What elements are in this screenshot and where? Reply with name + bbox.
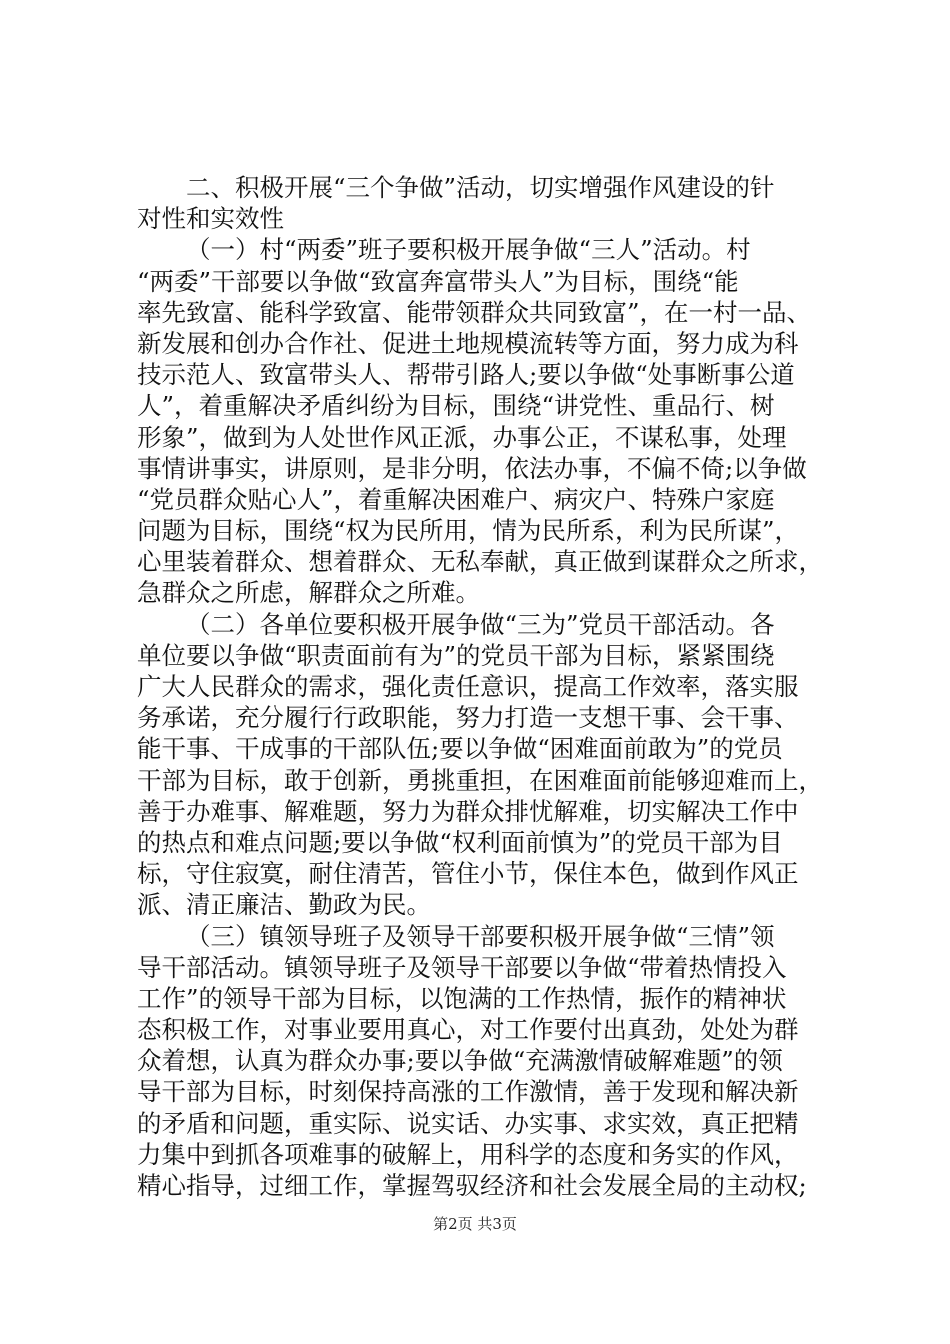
- document-line: 对性和实效性: [137, 204, 284, 234]
- document-line: “党员群众贴心人”，着重解决困难户、病灾户、特殊户家庭: [137, 484, 775, 514]
- document-line: 态积极工作，对事业要用真心，对工作要付出真劲，处处为群: [137, 1015, 799, 1045]
- document-line: 干部为目标，敢于创新，勇挑重担，在困难面前能够迎难而上，: [137, 765, 823, 795]
- document-line: 能干事、干成事的干部队伍;要以争做“困难面前敢为”的党员: [137, 734, 783, 764]
- document-line: 标，守住寂寞，耐住清苦，管住小节，保住本色，做到作风正: [137, 859, 799, 889]
- document-line: 众着想，认真为群众办事;要以争做“充满激情破解难题”的领: [137, 1046, 783, 1076]
- page-footer: 第2页 共3页: [433, 1215, 517, 1233]
- document-line: 形象”，做到为人处世作风正派，办事公正，不谋私事，处理: [137, 422, 787, 452]
- document-line: 的矛盾和问题，重实际、说实话、办实事、求实效，真正把精: [137, 1108, 799, 1138]
- document-line: 新发展和创办合作社、促进土地规模流转等方面，努力成为科: [137, 328, 799, 358]
- document-line: 导干部活动。镇领导班子及领导干部要以争做“带着热情投入: [137, 952, 787, 982]
- document-line: 技示范人、致富带头人、帮带引路人;要以争做“处事断事公道: [137, 360, 795, 390]
- document-line: （二）各单位要积极开展争做“三为”党员干部活动。各: [186, 609, 775, 639]
- document-line: （一）村“两委”班子要积极开展争做“三人”活动。村: [186, 235, 751, 265]
- document-line: 善于办难事、解难题，努力为群众排忧解难，切实解决工作中: [137, 796, 799, 826]
- document-line: 务承诺，充分履行行政职能，努力打造一支想干事、会干事、: [137, 703, 799, 733]
- document-line: 工作”的领导干部为目标，以饱满的工作热情，振作的精神状: [137, 983, 787, 1013]
- document-line: 人”，着重解决矛盾纠纷为目标，围绕“讲党性、重品行、树: [137, 391, 775, 421]
- document-line: 问题为目标，围绕“权为民所用，情为民所系，利为民所谋”，: [137, 516, 800, 546]
- document-line: 导干部为目标，时刻保持高涨的工作激情，善于发现和解决新: [137, 1077, 799, 1107]
- document-line: 广大人民群众的需求，强化责任意识，提高工作效率，落实服: [137, 672, 799, 701]
- document-line: 二、积极开展“三个争做”活动，切实增强作风建设的针: [186, 173, 775, 202]
- document-body: [137, 172, 837, 1201]
- document-line: 单位要以争做“职责面前有为”的党员干部为目标，紧紧围绕: [137, 640, 775, 670]
- document-line: 的热点和难点问题;要以争做“权利面前慎为”的党员干部为目: [137, 827, 783, 857]
- document-line: 派、清正廉洁、勤政为民。: [137, 890, 431, 920]
- document-line: “两委”干部要以争做“致富奔富带头人”为目标，围绕“能: [137, 266, 739, 296]
- document-line: 力集中到抓各项难事的破解上，用科学的态度和务实的作风，: [137, 1139, 799, 1169]
- document-line: （三）镇领导班子及领导干部要积极开展争做“三情”领: [186, 921, 775, 951]
- document-line: 率先致富、能科学致富、能带领群众共同致富”，在一村一品、: [137, 297, 812, 327]
- document-line: 心里装着群众、想着群众、无私奉献，真正做到谋群众之所求，: [137, 547, 823, 577]
- document-line: 急群众之所虑，解群众之所难。: [137, 578, 480, 608]
- document-line: 精心指导，过细工作，掌握驾驭经济和社会发展全局的主动权;: [137, 1171, 807, 1200]
- document-line: 事情讲事实，讲原则，是非分明，依法办事，不偏不倚;以争做: [137, 453, 807, 483]
